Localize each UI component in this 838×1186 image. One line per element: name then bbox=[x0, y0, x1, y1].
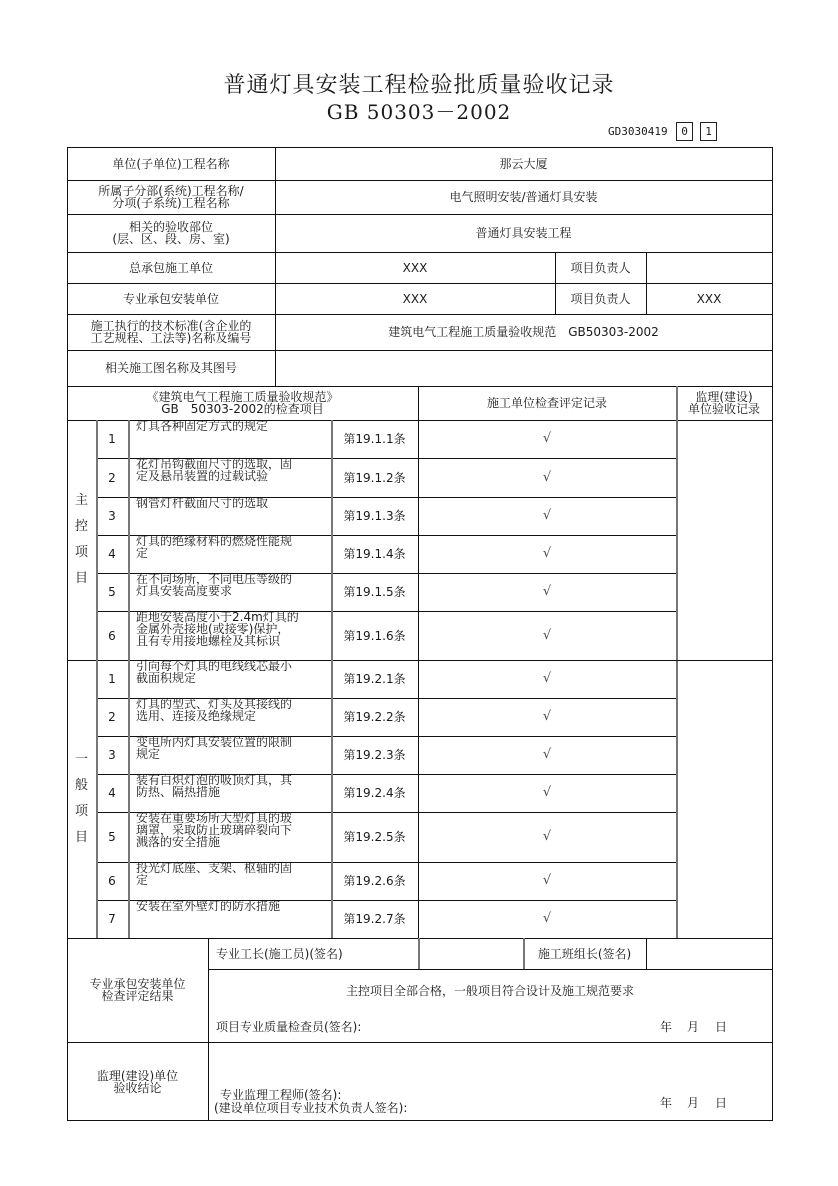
item-description-line: 花灯吊钩截面尺寸的选取，固 bbox=[136, 457, 293, 471]
form-code: GD3030419 bbox=[608, 125, 668, 138]
item-check-result[interactable]: √ bbox=[542, 431, 552, 446]
item-number: 4 bbox=[108, 786, 116, 800]
divider bbox=[96, 420, 98, 938]
supervisor-result-label-line2: 验收结论 bbox=[113, 1080, 162, 1095]
date-year: 年 bbox=[659, 1096, 672, 1110]
item-clause: 第19.1.4条 bbox=[343, 547, 406, 561]
section-label-char: 项 bbox=[74, 804, 88, 819]
item-description-line: 投光灯底座、支架、枢轴的固 bbox=[136, 861, 293, 875]
item-description-line: 灯具各种固定方式的规定 bbox=[136, 419, 269, 433]
supervisor-record-header-line2: 单位验收记录 bbox=[687, 402, 760, 416]
item-clause: 第19.2.7条 bbox=[343, 912, 406, 926]
items-header-line2: GB 50303-2002的检查项目 bbox=[161, 402, 324, 416]
form-standard-subtitle: GB 50303－2002 bbox=[326, 100, 512, 124]
date-month: 月 bbox=[686, 1020, 699, 1034]
item-description-line: 安装在重要场所大型灯具的玻 bbox=[136, 811, 293, 825]
sub-project-label-line1: 所属子分部(系统)工程名称/ bbox=[98, 184, 244, 198]
owner-tech-lead-label: (建设单位项目专业技术负责人签名): bbox=[214, 1101, 408, 1115]
item-clause: 第19.1.2条 bbox=[343, 470, 406, 485]
divider bbox=[67, 660, 773, 661]
item-number: 5 bbox=[108, 830, 116, 844]
form-title: 普通灯具安装工程检验批质量验收记录 bbox=[223, 73, 615, 98]
item-check-result[interactable]: √ bbox=[542, 469, 552, 485]
sc-manager-label: 项目负责人 bbox=[570, 291, 631, 306]
sub-project-label-line2: 分项(子系统)工程名称 bbox=[112, 196, 230, 210]
date-day: 日 bbox=[714, 1096, 727, 1110]
section-label-char: 目 bbox=[74, 571, 88, 586]
gc-manager-value[interactable] bbox=[646, 252, 772, 283]
location-label-line2: (层、区、段、房、室) bbox=[112, 232, 230, 246]
item-check-result[interactable]: √ bbox=[542, 671, 552, 686]
general-contractor-value[interactable]: XXX bbox=[402, 260, 428, 275]
sub-project-value[interactable]: 电气照明安装/普通灯具安装 bbox=[449, 190, 598, 204]
unit-project-value[interactable]: 那云大厦 bbox=[499, 156, 548, 171]
team-leader-signature[interactable] bbox=[646, 938, 772, 969]
item-description bbox=[128, 862, 331, 900]
item-description bbox=[128, 736, 331, 774]
item-description bbox=[128, 497, 331, 535]
item-number: 1 bbox=[108, 672, 116, 686]
contractor-record-header: 施工单位检查评定记录 bbox=[486, 396, 607, 410]
item-number: 3 bbox=[108, 509, 116, 523]
item-description-line: 安装在室外壁灯的防水措施 bbox=[136, 899, 281, 913]
code-box-2[interactable]: 1 bbox=[700, 122, 717, 141]
item-check-result[interactable]: √ bbox=[542, 747, 552, 762]
foreman-label: 专业工长(施工员)(签名) bbox=[216, 946, 343, 961]
item-description-line: 灯具安装高度要求 bbox=[136, 584, 233, 598]
standard-label-line1: 施工执行的技术标准(含企业的 bbox=[90, 319, 252, 333]
item-clause: 第19.1.1条 bbox=[343, 432, 406, 446]
item-description bbox=[128, 420, 331, 458]
item-description-line: 金属外壳接地(或接零)保护， bbox=[136, 622, 290, 636]
item-description-line: 定及悬吊装置的过载试验 bbox=[136, 469, 269, 483]
item-description bbox=[128, 660, 331, 698]
contractor-conclusion[interactable]: 主控项目全部合格，一般项目符合设计及施工规范要求 bbox=[345, 984, 634, 998]
item-check-result[interactable]: √ bbox=[542, 873, 552, 888]
item-description bbox=[128, 611, 331, 660]
item-clause: 第19.2.4条 bbox=[343, 786, 406, 800]
general-section-label bbox=[67, 660, 96, 938]
item-description bbox=[128, 812, 331, 862]
item-description-line: 截面积规定 bbox=[136, 671, 197, 685]
item-description-line: 璃罩，采取防止玻璃碎裂向下 bbox=[136, 823, 293, 837]
sc-manager-value[interactable]: XXX bbox=[696, 291, 722, 306]
drawing-value[interactable] bbox=[275, 350, 772, 386]
item-description bbox=[128, 535, 331, 573]
standard-value[interactable]: 建筑电气工程施工质量验收规范 GB50303-2002 bbox=[388, 325, 659, 339]
item-check-result[interactable]: √ bbox=[542, 911, 552, 926]
standard-label-line2: 工艺规程、工法等)名称及编号 bbox=[90, 331, 252, 345]
item-description-line: 且有专用接地螺栓及其标识 bbox=[136, 634, 281, 648]
section-label-char: 目 bbox=[74, 830, 88, 845]
supervisor-result-label-line1: 监理(建设)单位 bbox=[96, 1068, 179, 1083]
supervising-engineer-label: 专业监理工程师(签名): bbox=[220, 1088, 342, 1102]
location-value[interactable]: 普通灯具安装工程 bbox=[475, 226, 572, 240]
item-description-line: 定 bbox=[136, 546, 149, 560]
item-number: 1 bbox=[108, 432, 116, 446]
item-number: 7 bbox=[108, 912, 116, 926]
item-clause: 第19.2.5条 bbox=[343, 830, 406, 844]
date-month: 月 bbox=[686, 1096, 699, 1110]
divider bbox=[331, 420, 333, 938]
supervisor-record-header-line1: 监理(建设) bbox=[695, 390, 753, 404]
specialty-contractor-value[interactable]: XXX bbox=[402, 291, 428, 306]
section-label-char: 主 bbox=[74, 493, 88, 508]
drawing-label: 相关施工图名称及其图号 bbox=[104, 361, 237, 375]
section-label-char: 般 bbox=[74, 778, 88, 793]
item-description bbox=[128, 774, 331, 812]
unit-project-label: 单位(子单位)工程名称 bbox=[112, 156, 230, 171]
item-description bbox=[128, 458, 331, 497]
item-clause: 第19.2.6条 bbox=[343, 874, 406, 888]
main-control-supervisor-record[interactable] bbox=[676, 420, 772, 660]
item-clause: 第19.2.2条 bbox=[343, 710, 406, 724]
section-label-char: 一 bbox=[74, 752, 88, 767]
item-number: 5 bbox=[108, 585, 116, 599]
divider bbox=[128, 420, 130, 938]
item-description bbox=[128, 900, 331, 938]
divider bbox=[208, 969, 773, 970]
gc-manager-label: 项目负责人 bbox=[570, 260, 631, 275]
item-clause: 第19.2.3条 bbox=[343, 748, 406, 762]
item-description-line: 距地安装高度小于2.4m灯具的 bbox=[136, 610, 299, 624]
foreman-signature[interactable] bbox=[418, 938, 523, 969]
date-year: 年 bbox=[659, 1020, 672, 1034]
section-label-char: 控 bbox=[74, 519, 88, 534]
item-description-line: 规定 bbox=[136, 747, 161, 761]
item-description-line: 变电所内灯具安装位置的限制 bbox=[136, 735, 293, 749]
item-description-line: 灯具的绝缘材料的燃烧性能规 bbox=[136, 534, 293, 548]
item-description-line: 在不同场所，不同电压等级的 bbox=[136, 572, 293, 586]
item-number: 2 bbox=[108, 470, 116, 485]
item-description-line: 引向每个灯具的电线线芯最小 bbox=[136, 659, 293, 673]
contractor-result-label-line2: 检查评定结果 bbox=[101, 989, 174, 1003]
item-description-line: 溅落的安全措施 bbox=[136, 835, 221, 849]
item-number: 4 bbox=[108, 547, 116, 561]
item-clause: 第19.1.3条 bbox=[343, 509, 406, 523]
item-number: 3 bbox=[108, 748, 116, 762]
item-description-line: 选用、连接及绝缘规定 bbox=[136, 709, 257, 723]
item-clause: 第19.1.6条 bbox=[343, 628, 406, 643]
item-description-line: 灯具的型式、灯头及其接线的 bbox=[136, 697, 293, 711]
item-description-line: 钢管灯杆截面尺寸的选取 bbox=[136, 496, 269, 510]
main-control-section-label bbox=[67, 420, 96, 660]
item-description-line: 定 bbox=[136, 873, 149, 887]
general-supervisor-record[interactable] bbox=[676, 660, 772, 938]
item-check-result[interactable]: √ bbox=[542, 829, 552, 844]
item-description bbox=[128, 573, 331, 611]
item-check-result[interactable]: √ bbox=[542, 785, 552, 800]
item-description-line: 装有白炽灯泡的吸顶灯具，其 bbox=[136, 773, 293, 787]
contractor-result-label-line1: 专业承包安装单位 bbox=[89, 977, 186, 991]
item-check-result[interactable]: √ bbox=[542, 584, 552, 599]
item-check-result[interactable]: √ bbox=[542, 627, 552, 643]
specialty-contractor-label: 专业承包安装单位 bbox=[122, 291, 219, 306]
item-clause: 第19.2.1条 bbox=[343, 672, 406, 686]
location-label-line1: 相关的验收部位 bbox=[128, 220, 213, 234]
items-header-line1: 《建筑电气工程施工质量验收规范》 bbox=[146, 390, 339, 404]
general-contractor-label: 总承包施工单位 bbox=[128, 260, 213, 275]
item-check-result[interactable]: √ bbox=[542, 546, 552, 561]
team-leader-label: 施工班组长(签名) bbox=[537, 946, 632, 961]
item-number: 6 bbox=[108, 874, 116, 888]
item-description-line: 防热、隔热措施 bbox=[136, 785, 221, 799]
item-check-result[interactable]: √ bbox=[542, 709, 552, 724]
date-day: 日 bbox=[714, 1020, 727, 1034]
item-description bbox=[128, 698, 331, 736]
item-clause: 第19.1.5条 bbox=[343, 585, 406, 599]
quality-inspector-label: 项目专业质量检查员(签名): bbox=[216, 1020, 362, 1034]
item-check-result[interactable]: √ bbox=[542, 508, 552, 523]
section-label-char: 项 bbox=[74, 545, 88, 560]
item-number: 2 bbox=[108, 710, 116, 724]
code-box-1[interactable]: 0 bbox=[676, 122, 693, 141]
item-number: 6 bbox=[108, 628, 116, 643]
